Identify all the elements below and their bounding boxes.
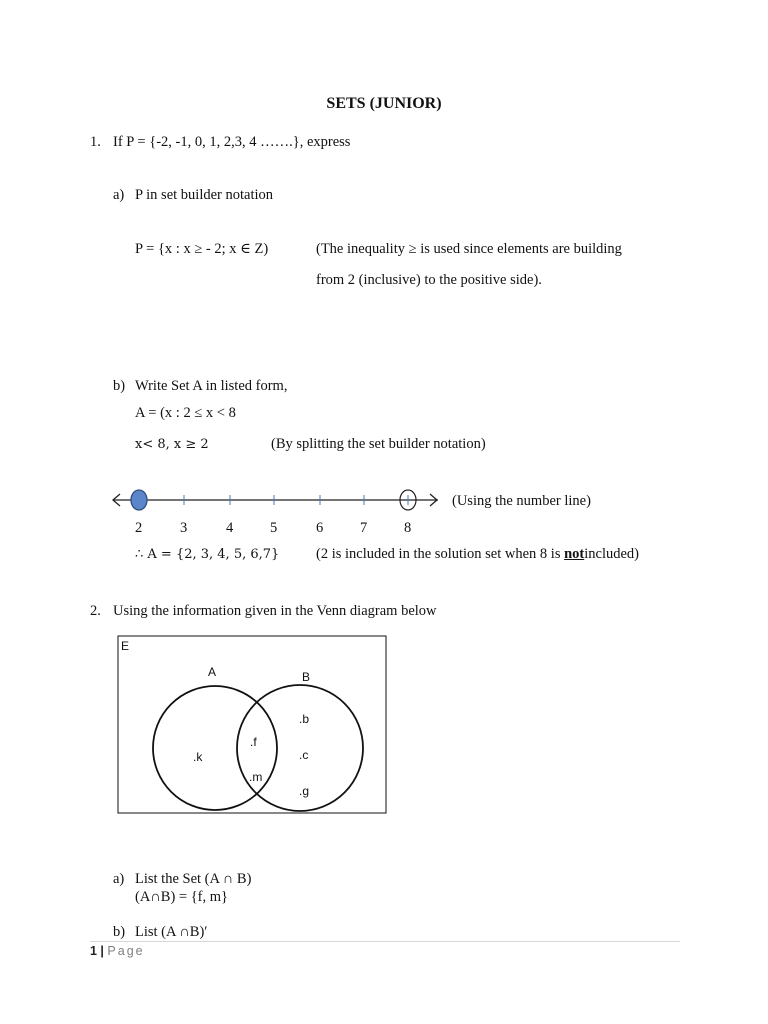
q1b-text: Write Set A in listed form,	[135, 378, 288, 394]
set-b-label: B	[302, 670, 311, 684]
q2a-label: a)	[113, 871, 125, 887]
q2a-text: List the Set (A ∩ B)	[135, 871, 252, 887]
tick-label: 2	[135, 520, 143, 536]
tick-label: 8	[404, 520, 412, 536]
tick-label: 7	[360, 520, 368, 536]
tick-label: 5	[270, 520, 278, 536]
venn-diagram	[117, 635, 387, 815]
element-c: .c	[299, 748, 309, 762]
set-a-listed-answer: ∴ A = {2, 3, 4, 5, 6,7}	[135, 547, 280, 562]
tick-label: 4	[226, 520, 234, 536]
footer-rule	[90, 941, 680, 942]
closed-circle-2	[131, 490, 147, 510]
element-b: .b	[299, 712, 310, 726]
universal-set-label: E	[121, 639, 130, 653]
page-word: Page	[107, 944, 145, 958]
q1a-label: a)	[113, 187, 125, 203]
page-footer	[90, 944, 145, 958]
question-1-number: 1.	[90, 134, 101, 150]
split-inequality: x< 8, x ≥ 2	[135, 437, 209, 452]
question-2-text: Using the information given in the Venn diagram below	[113, 603, 437, 619]
inequality-note-line2: from 2 (inclusive) to the positive side).	[316, 272, 542, 288]
q1b-label: b)	[113, 378, 126, 394]
page-number: 1	[90, 944, 97, 958]
q1a-text: P in set builder notation	[135, 187, 274, 203]
inequality-note-line1: (The inequality ≥ is used since elements are building	[316, 241, 622, 257]
q2b-label: b)	[113, 924, 126, 940]
answer-note-start: (2 is included in the solution set when 8 is	[316, 546, 565, 562]
page-title: SETS (JUNIOR)	[326, 95, 442, 112]
answer-note-emphasis: not	[564, 546, 585, 562]
element-k: .k	[193, 750, 203, 764]
question-2-number: 2.	[90, 603, 101, 619]
element-m: .m	[249, 770, 263, 784]
q2b-text: List (A ∩B)′	[135, 924, 208, 940]
element-f: .f	[250, 735, 257, 749]
tick-label: 6	[316, 520, 324, 536]
split-note: (By splitting the set builder notation)	[271, 436, 486, 452]
number-line	[108, 486, 448, 516]
question-1-text: If P = {-2, -1, 0, 1, 2,3, 4 …….}, express	[113, 134, 351, 150]
answer-note	[316, 545, 639, 563]
set-a-label: A	[208, 665, 217, 679]
set-a-definition: A = (x : 2 ≤ x < 8	[135, 405, 236, 421]
intersection-answer: (A∩B) = {f, m}	[135, 889, 228, 905]
set-a-circle	[153, 686, 277, 810]
element-g: .g	[299, 784, 310, 798]
number-line-note: (Using the number line)	[452, 493, 591, 509]
answer-note-end: included)	[584, 546, 640, 562]
tick-label: 3	[180, 520, 188, 536]
footer-separator: |	[96, 944, 108, 958]
set-builder-notation: P = {x : x ≥ - 2; x ∈ Z)	[135, 241, 269, 257]
